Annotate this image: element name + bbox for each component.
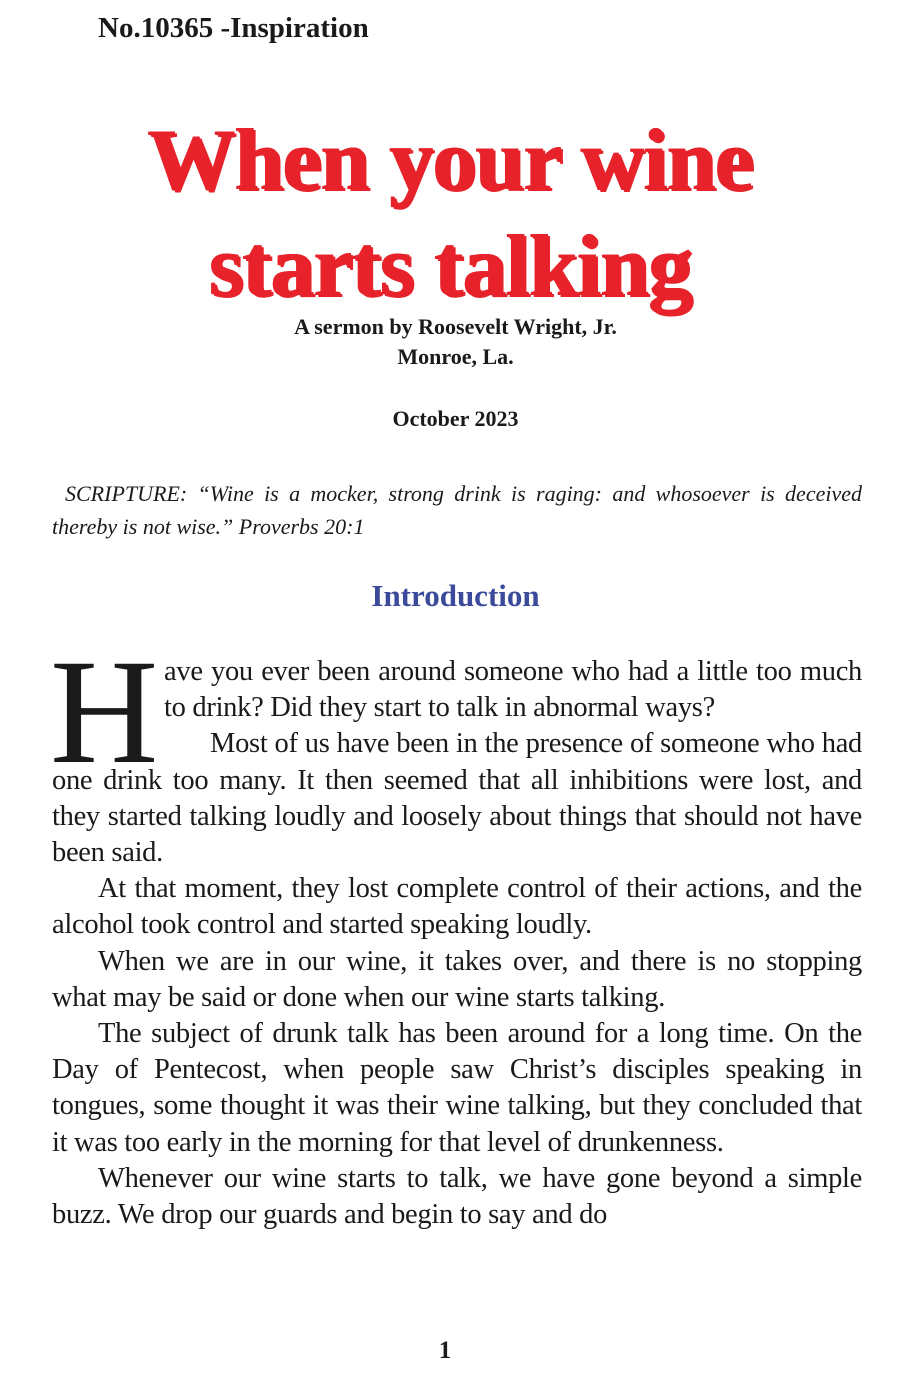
sermon-body <box>50 629 862 1233</box>
document-number-header: No.10365 -Inspiration <box>98 12 369 44</box>
body-paragraph: Whenever our wine starts to talk, we have gone beyond a simple buzz. We drop our guards and begin to say and do <box>52 1162 862 1231</box>
byline <box>0 312 901 372</box>
scripture-quote: SCRIPTURE: “Wine is a mocker, strong drink is raging: and whosoever is deceived thereby is not wise.” Proverbs 20:1 <box>52 481 862 539</box>
body-paragraph: The subject of drunk talk has been around for a long time. On the Day of Pentecost, when people saw Christ’s disciples speaking in tongues, some thought it was their wine talking, but they concluded that it was too early in the morning for that level of drunkenness. <box>52 1018 862 1158</box>
location-line: Monroe, La. <box>397 344 514 369</box>
body-paragraph: At that moment, they lost complete control of their actions, and the alcohol took control and started speaking loudly. <box>52 873 862 941</box>
body-paragraph-1 <box>50 629 862 795</box>
sermon-title <box>0 108 901 320</box>
body-paragraph: Most of us have been in the presence of someone who had one drink too many. It then seemed that all inhibitions were lost, and they started talking loudly and loosely about things that should not have been said. <box>52 728 862 869</box>
drop-cap: H <box>50 629 159 795</box>
body-paragraph: When we are in our wine, it takes over, and there is no stopping what may be said or done when our wine starts talking. <box>52 945 862 1013</box>
first-paragraph-text: ave you ever been around someone who had a little too much to drink? Did they start to talk in abnormal ways? <box>164 656 862 724</box>
page-number: 1 <box>438 1337 452 1364</box>
title-line-1: When your wine <box>147 112 754 209</box>
section-heading: Introduction <box>371 578 540 613</box>
sermon-date: October 2023 <box>392 406 519 431</box>
author-line: A sermon by Roosevelt Wright, Jr. <box>294 314 617 339</box>
title-line-2: starts talking <box>209 218 692 315</box>
